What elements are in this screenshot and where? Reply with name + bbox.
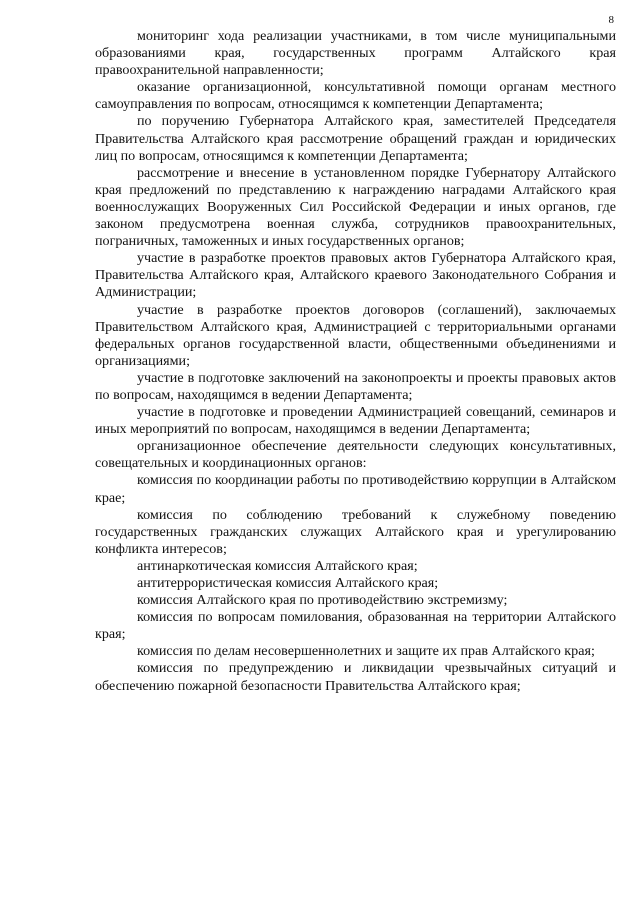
paragraph-monitoring: мониторинг хода реализации участниками, в том числе муниципальными образованиями края, государственных программ Алтайского края правоохранительной направленности; xyxy=(95,28,616,79)
paragraph-support-bodies: организационное обеспечение деятельности следующих консультативных, совещательных и координационных органов: xyxy=(95,438,616,472)
list-item-antiterror-commission: антитеррористическая комиссия Алтайского края; xyxy=(137,575,439,591)
list-item-minors-commission: комиссия по делам несовершеннолетних и защите их прав Алтайского края; xyxy=(137,643,595,660)
paragraph-legal-acts: участие в разработке проектов правовых актов Губернатора Алтайского края, Правительства Алтайского края, Алтайского краевого Законодательного Собрания и Администрации; xyxy=(95,250,616,301)
page-number: 8 xyxy=(608,14,614,26)
document-body xyxy=(95,28,616,695)
paragraph-conclusions: участие в подготовке заключений на законопроекты и проекты правовых актов по вопросам, находящимся в ведении Департамента; xyxy=(95,369,616,403)
list-item-emergency-commission: комиссия по предупреждению и ликвидации чрезвычайных ситуаций и обеспечению пожарной безопасности Правительства Алтайского края; xyxy=(95,660,616,694)
list-item-pardon-commission: комиссия по вопросам помилования, образованная на территории Алтайского края; xyxy=(95,609,616,643)
list-item-antidrug-commission: антинаркотическая комиссия Алтайского края; xyxy=(137,557,418,574)
paragraph-meetings: участие в подготовке и проведении Администрацией совещаний, семинаров и иных мероприятий по вопросам, находящимся в ведении Департамента; xyxy=(95,404,616,438)
paragraph-agreements: участие в разработке проектов договоров (соглашений), заключаемых Правительством Алтайского края, Администрацией с территориальными органами федеральных органов государственной власти, общественными объединениями и организациями; xyxy=(95,301,616,369)
paragraph-appeals: по поручению Губернатора Алтайского края, заместителей Председателя Правительства Алтайского края рассмотрение обращений граждан и юридических лиц по вопросам, относящимся к компетенции Департамента; xyxy=(95,113,616,164)
list-item-extremism-commission: комиссия Алтайского края по противодействию экстремизму; xyxy=(137,592,508,609)
paragraph-assistance: оказание организационной, консультативной помощи органам местного самоуправления по вопросам, относящимся к компетенции Департамента; xyxy=(95,79,616,113)
paragraph-awards: рассмотрение и внесение в установленном порядке Губернатору Алтайского края предложений по представлению к награждению наградами Алтайского края военнослужащих Вооруженных Сил Российской Федерации и иных органов, где законом предусмотрена военная служба, сотрудников правоохранительных, пограничных, таможенных и иных государственных органов; xyxy=(95,164,616,250)
list-item-corruption-commission: комиссия по координации работы по противодействию коррупции в Алтайском крае; xyxy=(95,472,616,506)
list-item-conduct-commission: комиссия по соблюдению требований к служебному поведению государственных гражданских служащих Алтайского края и урегулированию конфликта интересов; xyxy=(95,506,616,557)
